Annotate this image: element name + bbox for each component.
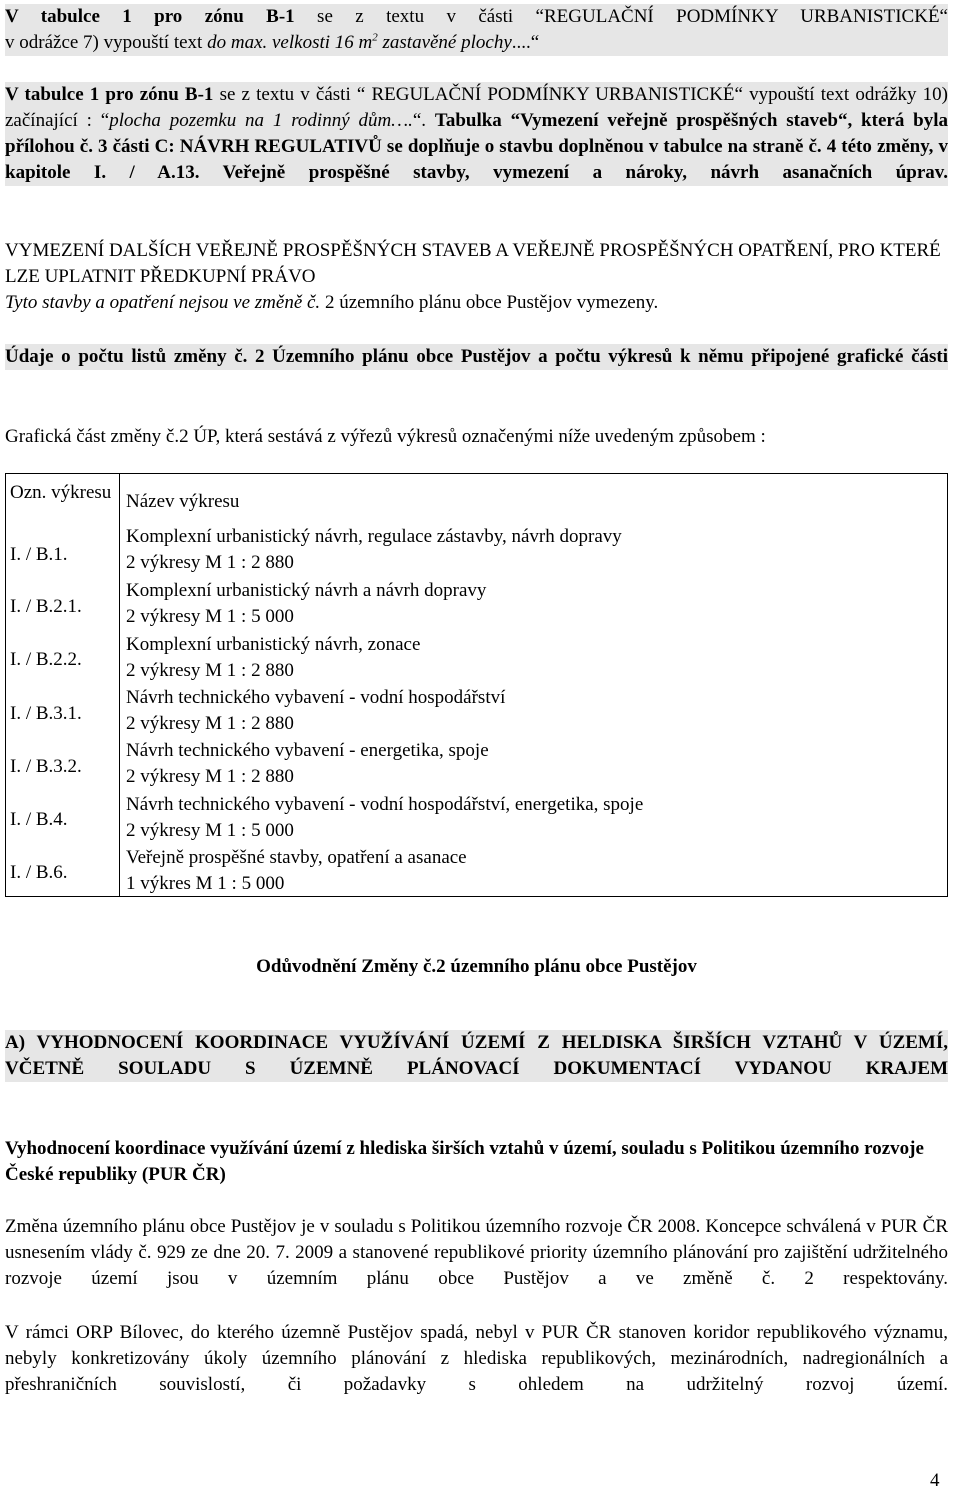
- table-row-scale: 2 výkresy M 1 : 5 000: [126, 606, 294, 627]
- table-row-code: I. / B.6.: [10, 862, 68, 883]
- vps-note: 2 územního plánu obce Pustějov vymezeny.: [320, 292, 659, 313]
- table-row-code: I. / B.1.: [10, 544, 68, 565]
- p2-text: se z textu v části “ REGULAČNÍ PODMÍNKY URBANISTICKÉ“ vypouští text odrážky 10) začínající : “: [5, 84, 948, 131]
- udaje-heading: [5, 344, 948, 370]
- p2-tail: “.: [412, 110, 427, 131]
- table-row-scale: 1 výkres M 1 : 5 000: [126, 873, 285, 894]
- page-number: 4: [930, 1470, 940, 1491]
- section-a-heading: [5, 1030, 948, 1082]
- table-row-name: Návrh technického vybavení - vodní hospodářství: [126, 687, 506, 708]
- table-divider: [119, 474, 120, 896]
- table-row-name: Komplexní urbanistický návrh a návrh dopravy: [126, 580, 487, 601]
- drawings-table: [5, 473, 948, 897]
- table-row-scale: 2 výkresy M 1 : 5 000: [126, 820, 294, 841]
- amendment-paragraph-2: [5, 82, 948, 186]
- table-row-name: Veřejně prospěšné stavby, opatření a asanace: [126, 847, 467, 868]
- udaje-heading-text: Údaje o počtu listů změny č. 2 Územního plánu obce Pustějov a počtu výkresů k němu připojené grafické části: [5, 346, 948, 367]
- oduvodneni-title: [5, 954, 948, 980]
- table-row-code: I. / B.2.2.: [10, 649, 82, 670]
- vps-note-italic: Tyto stavby a opatření nejsou ve změně č.: [5, 292, 321, 313]
- p2-italic: plocha pozemku na 1 rodinný dům….: [109, 110, 413, 131]
- table-row-scale: 2 výkresy M 1 : 2 880: [126, 660, 294, 681]
- udaje-text: Grafická část změny č.2 ÚP, která sestává z výřezů výkresů označenými níže uvedeným způsobem :: [5, 426, 766, 447]
- table-row-code: I. / B.2.1.: [10, 596, 82, 617]
- table-row-scale: 2 výkresy M 1 : 2 880: [126, 766, 294, 787]
- table-row-name: Návrh technického vybavení - vodní hospodářství, energetika, spoje: [126, 794, 644, 815]
- table-row-name: Komplexní urbanistický návrh, zonace: [126, 634, 421, 655]
- p1-italic-tail: zastavěné plochy: [377, 32, 512, 53]
- p1-superscript: 2: [372, 31, 378, 44]
- p1-text-a: se z textu v části “REGULAČNÍ PODMÍNKY URBANISTICKÉ“: [294, 6, 948, 27]
- table-row-scale: 2 výkresy M 1 : 2 880: [126, 713, 294, 734]
- paragraph-pur-1: Změna územního plánu obce Pustějov je v souladu s Politikou územního rozvoje ČR 2008. Koncepce schválená v PUR ČR usnesením vlády č. 929 ze dne 20. 7. 2009 a stanovené republikové priority územního plánování pro zajištění udržitelného rozvoje území jsou v územním plánu obce Pustějov a ve změně č. 2 respektovány.: [5, 1216, 948, 1289]
- zone-b1-ref: V tabulce 1 pro zónu B-1: [5, 6, 295, 27]
- p1-ellipsis: ....“: [511, 32, 540, 53]
- paragraph-pur-2: V rámci ORP Bílovec, do kterého územně Pustějov spadá, nebyl v PUR ČR stanoven koridor republikového významu, nebyly konkretizovány úkoly územního plánování z hlediska republikových, mezinárodních, nadregionálních a přeshraničních souvislostí, či požadavky s ohledem na udržitelný rozvoj území.: [5, 1322, 948, 1395]
- table-row-name: Návrh technického vybavení - energetika, spoje: [126, 740, 489, 761]
- p1-text-b: v odrážce 7) vypouští text: [5, 32, 208, 53]
- table-header-code: Ozn. výkresu: [10, 482, 112, 503]
- table-row-scale: 2 výkresy M 1 : 2 880: [126, 552, 294, 573]
- amendment-paragraph-1: [5, 4, 948, 56]
- vps-heading: VYMEZENÍ DALŠÍCH VEŘEJNĚ PROSPĚŠNÝCH STAVEB A VEŘEJNĚ PROSPĚŠNÝCH OPATŘENÍ, PRO KTERÉ LZE UPLATNIT PŘEDKUPNÍ PRÁVO: [5, 240, 941, 287]
- table-row-code: I. / B.3.1.: [10, 703, 82, 724]
- table-header-name: Název výkresu: [126, 491, 240, 512]
- p1-italic: do max. velkosti 16 m: [207, 32, 373, 53]
- oduvodneni-title-text: Odůvodnění Změny č.2 územního plánu obce Pustějov: [256, 956, 697, 977]
- vps-section: [5, 238, 948, 316]
- pur-heading-text: Vyhodnocení koordinace využívání území z hlediska širších vztahů v území, souladu s Politikou územního rozvoje České republiky (PUR ČR): [5, 1138, 924, 1185]
- pur-heading: [5, 1136, 948, 1188]
- table-row-code: I. / B.3.2.: [10, 756, 82, 777]
- table-row-code: I. / B.4.: [10, 809, 68, 830]
- section-a-text: A) VYHODNOCENÍ KOORDINACE VYUŽÍVÁNÍ ÚZEMÍ Z HELDISKA ŠIRŠÍCH VZTAHŮ V ÚZEMÍ, VČETNĚ SOULADU S ÚZEMNĚ PLÁNOVACÍ DOKUMENTACÍ VYDANOU KRAJEM: [5, 1032, 948, 1079]
- amendment-paragraph-3: Tabulka “Vymezení veřejně prospěšných staveb“, která byla přílohou č. 3 části C: NÁVRH REGULATIVŮ se doplňuje o stavbu doplněnou v tabulce na straně č. 4 této změny, v kapitole I. / A.13. Veřejně prospěšné stavby, vymezení a nároky, návrh asanačních úprav.: [5, 110, 949, 183]
- p2-lead: V tabulce 1 pro zónu B-1: [5, 84, 214, 105]
- table-row-name: Komplexní urbanistický návrh, regulace zástavby, návrh dopravy: [126, 526, 622, 547]
